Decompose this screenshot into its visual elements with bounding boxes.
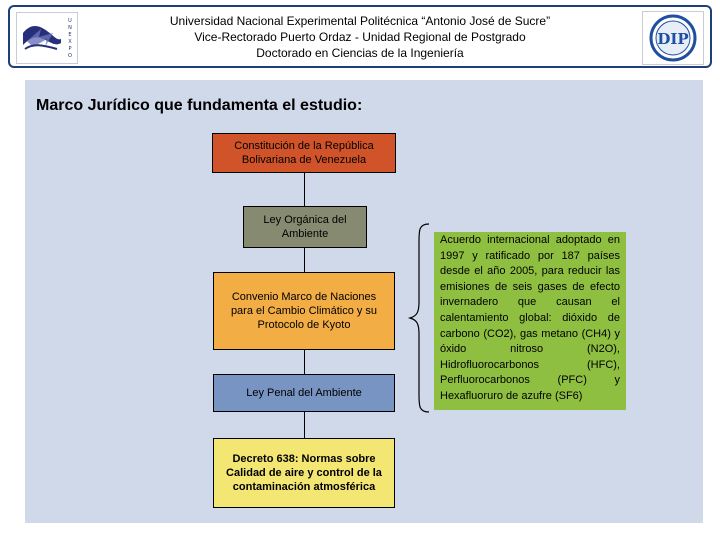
connector-line xyxy=(304,248,305,272)
connector-line xyxy=(304,412,305,438)
svg-text:E: E xyxy=(68,32,72,38)
header-vice-rectorado: Vice-Rectorado Puerto Ordaz - Unidad Regional de Postgrado xyxy=(194,30,526,44)
box-ley-penal-ambiente: Ley Penal del Ambiente xyxy=(213,374,395,412)
dip-seal-icon xyxy=(643,12,703,64)
box-ley-organica-ambiente: Ley Orgánica del Ambiente xyxy=(243,206,367,248)
kyoto-note: Acuerdo internacional adoptado en 1997 y ratificado por 187 países desde el año 2005, para reducir las emisiones de seis gases de efecto invernadero que causan el calentamiento global: dióxido de carbono (CO2), gas metano (CH4) y óxido nitroso (N2O), Hidrofluorocarbonos (HFC), Perfluorocarbonos (PFC) y Hexafluoruro de azufre (SF6) xyxy=(434,232,626,410)
box-decreto-638: Decreto 638: Normas sobre Calidad de aire y control de la contaminación atmosférica xyxy=(213,438,395,508)
section-title: Marco Jurídico que fundamenta el estudio: xyxy=(36,97,363,114)
svg-text:P: P xyxy=(68,46,72,52)
connector-line xyxy=(304,350,305,374)
box-constitucion: Constitución de la República Bolivariana de Venezuela xyxy=(212,133,396,173)
left-brace-icon xyxy=(407,222,433,414)
svg-text:X: X xyxy=(68,39,72,45)
unexpo-logo-icon xyxy=(17,13,77,63)
svg-text:DIP: DIP xyxy=(657,30,689,48)
box-convenio-kyoto: Convenio Marco de Naciones para el Cambio Climático y su Protocolo de Kyoto xyxy=(213,272,395,350)
svg-text:U: U xyxy=(68,18,72,24)
header-program: Doctorado en Ciencias de la Ingeniería xyxy=(256,46,464,60)
header-banner xyxy=(8,5,712,68)
svg-text:O: O xyxy=(68,53,72,59)
header-text xyxy=(82,13,638,61)
connector-line xyxy=(304,173,305,206)
svg-text:N: N xyxy=(68,25,72,31)
dip-logo xyxy=(642,11,704,65)
header-university: Universidad Nacional Experimental Politécnica “Antonio José de Sucre” xyxy=(169,14,551,28)
unexpo-logo xyxy=(16,12,78,64)
